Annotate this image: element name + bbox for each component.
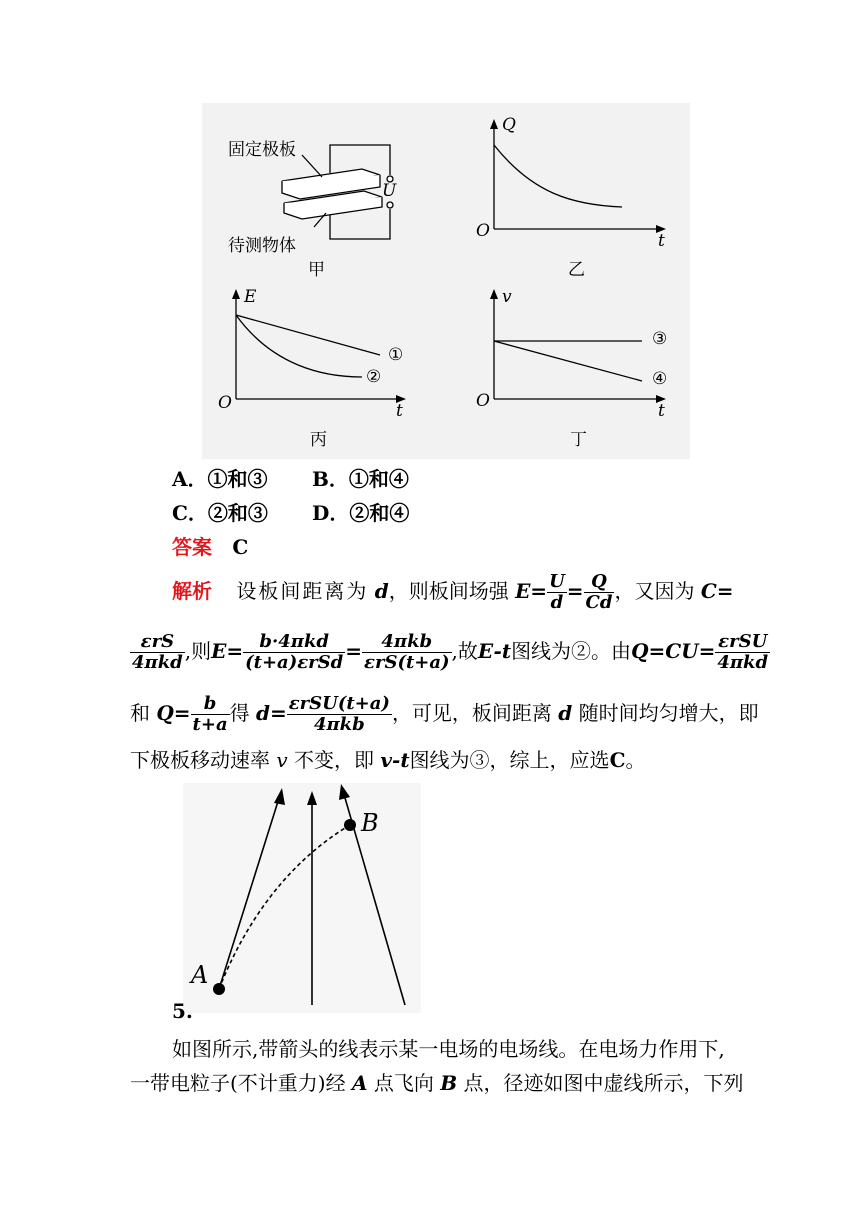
analysis-line-3: [130, 694, 759, 735]
caption-ding: 丁: [570, 430, 587, 450]
fraction-q-cd: $\frac{Q}{Cd}$: [585, 571, 613, 613]
field-lines-svg: [183, 783, 421, 1013]
axis-t-ding: t: [658, 401, 665, 421]
var-e: E=: [211, 639, 244, 663]
analysis-text: ,故: [451, 639, 478, 663]
figure-field-lines: [183, 783, 421, 1013]
fraction-b4pikd: $\frac{\text{b·4πkd}}{\text{(t+a)εrSd}}$: [245, 631, 344, 673]
fraction-4pikb: $\frac{\text{4πkb}}{\text{εrS(t+a)}}$: [364, 631, 450, 673]
var-qcu: Q=CU=: [631, 639, 716, 663]
option-c: C．②和③: [172, 501, 268, 525]
label-fixed-plate: 固定极板: [228, 140, 296, 160]
origin-ding: O: [476, 391, 490, 411]
fraction-esuta: $\frac{\text{εrSU(t+a)}}{\text{4πkb}}$: [288, 693, 390, 735]
question-line-1: 如图所示,带箭头的线表示某一电场的电场线。在电场力作用下,: [172, 1037, 725, 1061]
analysis-text: 和: [130, 701, 150, 725]
var-b: B: [440, 1071, 458, 1095]
analysis-line-2: [130, 632, 770, 673]
caption-jia: 甲: [308, 260, 325, 280]
answer-line: [172, 532, 248, 562]
analysis-label: 解析: [172, 579, 212, 603]
var-vt: v-t: [380, 748, 410, 772]
origin-yi: O: [476, 221, 490, 241]
equals: =: [566, 579, 584, 603]
var-c: C=: [700, 579, 734, 603]
fraction-esu: $\frac{\text{εrSU}}{\text{4πkd}}$: [717, 631, 769, 673]
answer-value: C: [232, 535, 249, 559]
fraction-es-4pikd: $\frac{\text{εrS}}{\text{4πkd}}$: [132, 631, 183, 673]
fraction-b-ta: $\frac{b}{t+a}$: [192, 693, 228, 735]
fraction-u-d: $\frac{U}{d}$: [549, 571, 565, 613]
analysis-text: ，又因为: [614, 579, 695, 603]
var-d: d: [374, 579, 389, 603]
figure-capacitor-graphs: [202, 103, 690, 459]
option-d: D．②和④: [312, 501, 410, 525]
curve-label-1: ①: [388, 345, 404, 365]
label-voltage: U: [382, 181, 397, 201]
analysis-line-1: [172, 572, 734, 613]
analysis-text: 图线为②。由: [511, 639, 632, 663]
point-a-label: A: [191, 961, 209, 989]
analysis-text: 不变，即: [294, 748, 375, 772]
caption-yi: 乙: [568, 260, 585, 280]
caption-bing: 丙: [310, 430, 327, 450]
analysis-text: 。: [625, 748, 646, 772]
question-number: 5.: [172, 999, 193, 1023]
analysis-text: 图线为③，综上，应选: [409, 748, 610, 772]
question-line-2: [130, 1068, 743, 1098]
analysis-text: ，则板间场强: [388, 579, 509, 603]
label-measured-object: 待测物体: [228, 236, 296, 256]
analysis-text: ,则: [184, 639, 212, 663]
analysis-text: 随时间均匀增大，即: [578, 701, 759, 725]
question-text: 一带电粒子(不计重力)经: [130, 1071, 346, 1095]
var-d: d: [558, 701, 573, 725]
analysis-text: 设板间距离为: [236, 579, 369, 603]
question-text: 点，径迹如图中虚线所示，下列: [463, 1071, 744, 1095]
axis-q: Q: [502, 115, 516, 135]
axis-e: E: [244, 287, 257, 307]
var-d: d=: [255, 701, 287, 725]
var-e: E=: [515, 579, 548, 603]
option-b: B．①和④: [312, 467, 409, 491]
answer-c: C: [609, 748, 626, 772]
equals: =: [345, 639, 363, 663]
question-text: 点飞向: [373, 1071, 434, 1095]
analysis-line-4: [130, 745, 645, 775]
var-et: E-t: [477, 639, 512, 663]
curve-label-4: ④: [652, 369, 668, 389]
var-q: Q=: [156, 701, 191, 725]
option-a: A．①和③: [172, 467, 268, 491]
curve-label-3: ③: [652, 329, 668, 349]
analysis-text: 下极板移动速率: [130, 748, 270, 772]
axis-t-bing: t: [396, 401, 403, 421]
analysis-text: ，可见，板间距离: [391, 701, 552, 725]
origin-bing: O: [218, 393, 232, 413]
var-v: v: [276, 748, 288, 772]
point-b-label: B: [361, 809, 379, 837]
answer-label: 答案: [172, 535, 212, 559]
analysis-text: 得: [229, 701, 250, 725]
axis-t-yi: t: [658, 231, 665, 251]
var-a: A: [351, 1071, 368, 1095]
curve-label-2: ②: [366, 367, 382, 387]
axis-v: v: [502, 287, 512, 307]
